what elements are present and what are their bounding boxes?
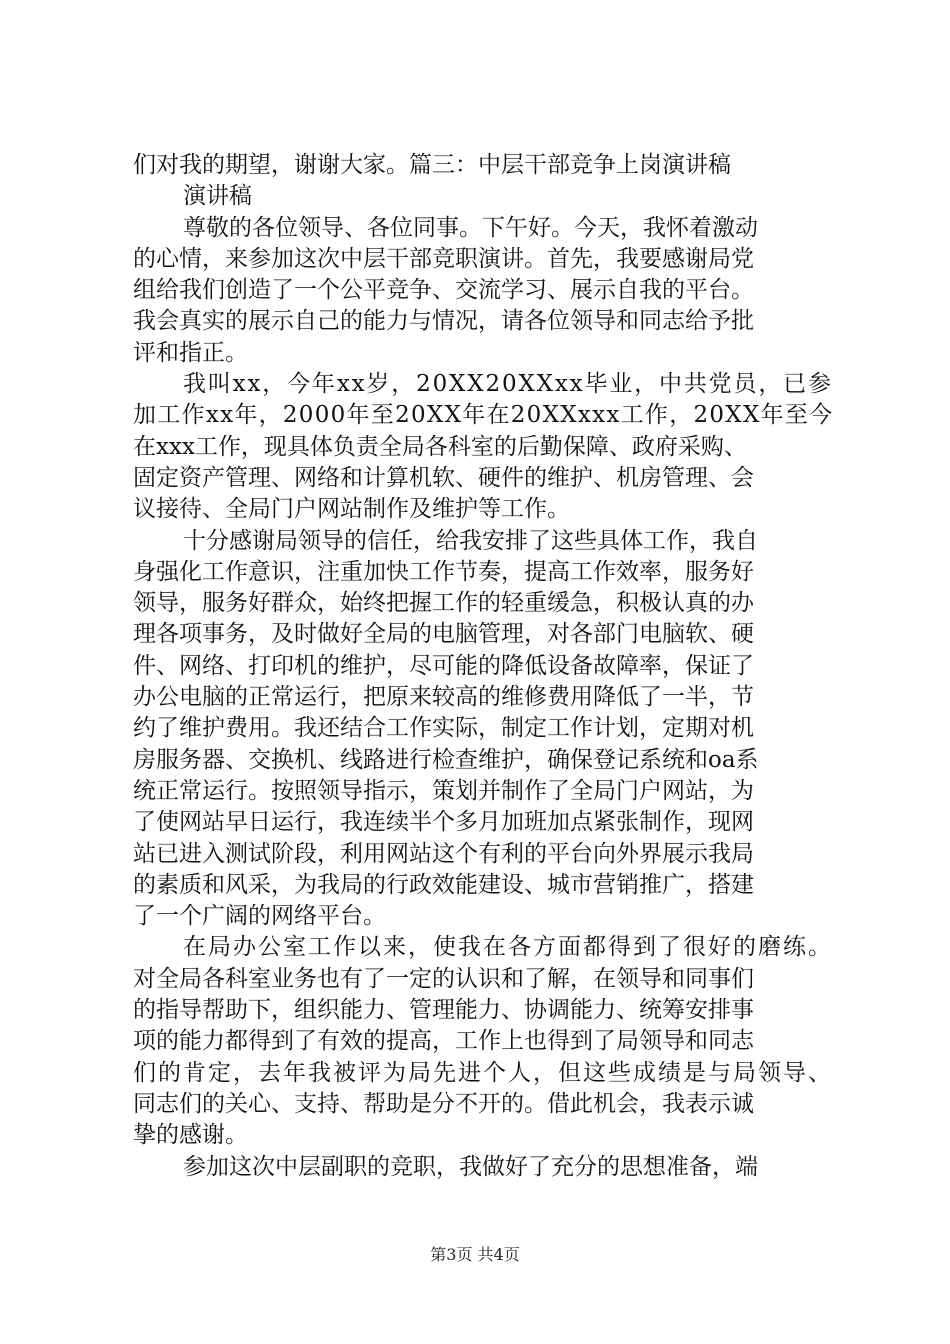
text-line: 加工作xx年，2000年至20XX年在20XXxxx工作，20XX年至今 bbox=[133, 402, 834, 429]
text-line: 了一个广阔的网络平台。 bbox=[133, 903, 386, 930]
text-line: 的指导帮助下，组织能力、管理能力、协调能力、统筹安排事 bbox=[133, 997, 754, 1024]
text-line: 房服务器、交换机、线路进行检查维护，确保登记系统和oa系 bbox=[133, 746, 759, 773]
text-line: 同志们的关心、支持、帮助是分不开的。借此机会，我表示诚 bbox=[133, 1090, 754, 1117]
text-line: 件、网络、打印机的维护，尽可能的降低设备故障率，保证了 bbox=[133, 652, 754, 679]
text-line: 十分感谢局领导的信任，给我安排了这些具体工作，我自 bbox=[183, 527, 758, 554]
text-line: 站已进入测试阶段，利用网站这个有利的平台向外界展示我局 bbox=[133, 840, 754, 867]
text-line: 的素质和风采，为我局的行政效能建设、城市营销推广，搭建 bbox=[133, 871, 754, 898]
text-line: 领导，服务好群众，始终把握工作的轻重缓急，积极认真的办 bbox=[133, 590, 754, 617]
text-line: 们对我的期望，谢谢大家。篇三：中层干部竞争上岗演讲稿 bbox=[133, 152, 731, 178]
text-line: 评和指正。 bbox=[133, 339, 248, 366]
text-line: 议接待、全局门户网站制作及维护等工作。 bbox=[133, 496, 570, 523]
text-line: 我会真实的展示自己的能力与情况，请各位领导和同志给予批 bbox=[133, 308, 754, 335]
document-body bbox=[133, 150, 833, 1183]
text-line: 项的能力都得到了有效的提高，工作上也得到了局领导和同志 bbox=[133, 1028, 754, 1055]
text-line: 了使网站早日运行，我连续半个多月加班加点紧张制作，现网 bbox=[133, 809, 754, 836]
text-line: 尊敬的各位领导、各位同事。下午好。今天，我怀着激动 bbox=[183, 214, 758, 241]
text-line: 对全局各科室业务也有了一定的认识和了解，在领导和同事们 bbox=[133, 965, 754, 992]
text-line: 我叫xx，今年xx岁，20XX20XXxx毕业，中共党员，已参 bbox=[183, 371, 833, 398]
text-line: 们的肯定，去年我被评为局先进个人，但这些成绩是与局领导、 bbox=[133, 1059, 833, 1086]
text-line: 挚的感谢。 bbox=[133, 1122, 248, 1149]
text-line: 身强化工作意识，注重加快工作节奏，提高工作效率，服务好 bbox=[133, 558, 754, 585]
page-footer: 第3页 共4页 bbox=[430, 1245, 520, 1264]
text-line: 在局办公室工作以来，使我在各方面都得到了很好的磨练。 bbox=[183, 934, 833, 961]
text-line: 在xxx工作，现具体负责全局各科室的后勤保障、政府采购、 bbox=[133, 433, 747, 460]
text-line: 办公电脑的正常运行，把原来较高的维修费用降低了一半，节 bbox=[133, 684, 754, 711]
text-line: 的心情，来参加这次中层干部竞职演讲。首先，我要感谢局党 bbox=[133, 245, 754, 272]
text-line: 理各项事务，及时做好全局的电脑管理，对各部门电脑软、硬 bbox=[133, 621, 754, 648]
text-line: 参加这次中层副职的竞职，我做好了充分的思想准备，端 bbox=[183, 1153, 758, 1180]
text-line: 演讲稿 bbox=[183, 183, 252, 210]
text-line: 组给我们创造了一个公平竞争、交流学习、展示自我的平台。 bbox=[133, 277, 754, 304]
text-line: 约了维护费用。我还结合工作实际，制定工作计划，定期对机 bbox=[133, 715, 754, 742]
text-line: 固定资产管理、网络和计算机软、硬件的维护、机房管理、会 bbox=[133, 464, 754, 491]
text-line: 统正常运行。按照领导指示，策划并制作了全局门户网站，为 bbox=[133, 777, 754, 804]
